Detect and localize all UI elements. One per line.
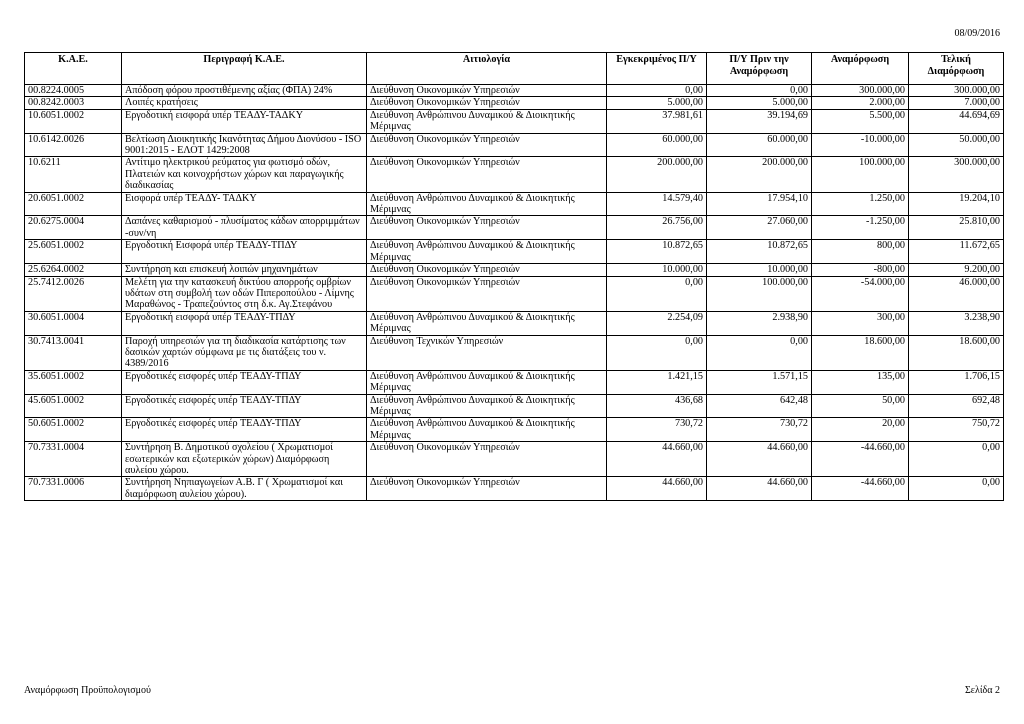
table-row <box>25 394 1004 418</box>
cell-approved: 14.579,40 <box>607 192 707 216</box>
cell-final: 300.000,00 <box>909 85 1004 97</box>
cell-before: 100.000,00 <box>707 276 812 311</box>
cell-adjustment: -800,00 <box>812 264 909 276</box>
budget-table <box>24 52 1004 501</box>
cell-approved: 60.000,00 <box>607 133 707 157</box>
page-number: Σελίδα 2 <box>964 685 1000 696</box>
cell-adjustment: -44.660,00 <box>812 477 909 501</box>
table-row <box>25 109 1004 133</box>
cell-approved: 730,72 <box>607 418 707 442</box>
table-row <box>25 216 1004 240</box>
cell-kae: 10.6211 <box>25 157 122 192</box>
cell-before: 60.000,00 <box>707 133 812 157</box>
cell-before: 17.954,10 <box>707 192 812 216</box>
table-row <box>25 264 1004 276</box>
cell-adjustment: 100.000,00 <box>812 157 909 192</box>
cell-final: 7.000,00 <box>909 97 1004 109</box>
cell-description: Απόδοση φόρου προστιθέμενης αξίας (ΦΠΑ) 24% <box>122 85 367 97</box>
cell-justification: Διεύθυνση Οικονομικών Υπηρεσιών <box>367 216 607 240</box>
cell-justification: Διεύθυνση Οικονομικών Υπηρεσιών <box>367 157 607 192</box>
cell-final: 1.706,15 <box>909 370 1004 394</box>
cell-approved: 37.981,61 <box>607 109 707 133</box>
cell-justification: Διεύθυνση Τεχνικών Υπηρεσιών <box>367 335 607 370</box>
cell-kae: 30.7413.0041 <box>25 335 122 370</box>
cell-description: Λοιπές κρατήσεις <box>122 97 367 109</box>
cell-before: 44.660,00 <box>707 477 812 501</box>
cell-description: Αντίτιμο ηλεκτρικού ρεύματος για φωτισμό οδών, Πλατειών και κοινοχρήστων χώρων και παραγωγικής διαδικασίας <box>122 157 367 192</box>
table-row <box>25 418 1004 442</box>
cell-before: 27.060,00 <box>707 216 812 240</box>
cell-final: 0,00 <box>909 442 1004 477</box>
cell-before: 10.000,00 <box>707 264 812 276</box>
cell-before: 642,48 <box>707 394 812 418</box>
col-header-approved: Εγκεκριμένος Π/Υ <box>607 53 707 85</box>
cell-kae: 70.7331.0006 <box>25 477 122 501</box>
cell-description: Εργοδοτική εισφορά υπέρ ΤΕΑΔΥ-ΤΠΔΥ <box>122 311 367 335</box>
cell-final: 9.200,00 <box>909 264 1004 276</box>
table-row <box>25 477 1004 501</box>
cell-description: Εργοδοτική εισφορά υπέρ ΤΕΑΔΥ-ΤΑΔΚΥ <box>122 109 367 133</box>
cell-adjustment: -1.250,00 <box>812 216 909 240</box>
cell-description: Εργοδοτικές εισφορές υπέρ ΤΕΑΔΥ-ΤΠΔΥ <box>122 370 367 394</box>
cell-adjustment: 2.000,00 <box>812 97 909 109</box>
col-header-before: Π/Υ Πριν την Αναμόρφωση <box>707 53 812 85</box>
table-row <box>25 85 1004 97</box>
cell-description: Μελέτη για την κατασκευή δικτύου απορροής ομβρίων υδάτων στη συμβολή των οδών Πιπεροπούλου - Λίμνης Μαραθώνος - Τραπεζούντος στη δ.κ. Αγ.Στεφάνου <box>122 276 367 311</box>
table-row <box>25 442 1004 477</box>
table-header-row <box>25 53 1004 85</box>
cell-kae: 30.6051.0004 <box>25 311 122 335</box>
cell-before: 44.660,00 <box>707 442 812 477</box>
cell-approved: 5.000,00 <box>607 97 707 109</box>
cell-justification: Διεύθυνση Οικονομικών Υπηρεσιών <box>367 264 607 276</box>
cell-before: 2.938,90 <box>707 311 812 335</box>
cell-final: 692,48 <box>909 394 1004 418</box>
cell-justification: Διεύθυνση Οικονομικών Υπηρεσιών <box>367 442 607 477</box>
col-header-justification: Αιτιολογία <box>367 53 607 85</box>
cell-final: 44.694,69 <box>909 109 1004 133</box>
cell-description: Συντήρηση Νηπιαγωγείων Α.Β. Γ ( Χρωματισμοί και διαμόρφωση αυλείου χώρου). <box>122 477 367 501</box>
cell-before: 0,00 <box>707 85 812 97</box>
footer-title: Αναμόρφωση Προϋπολογισμού <box>24 685 151 696</box>
cell-description: Βελτίωση Διοικητικής Ικανότητας Δήμου Διονύσου - ISO 9001:2015 - ΕΛΟΤ 1429:2008 <box>122 133 367 157</box>
cell-kae: 00.8224.0005 <box>25 85 122 97</box>
cell-justification: Διεύθυνση Οικονομικών Υπηρεσιών <box>367 133 607 157</box>
table-row <box>25 97 1004 109</box>
cell-adjustment: -44.660,00 <box>812 442 909 477</box>
cell-kae: 25.6051.0002 <box>25 240 122 264</box>
table-row <box>25 157 1004 192</box>
table-row <box>25 192 1004 216</box>
cell-justification: Διεύθυνση Οικονομικών Υπηρεσιών <box>367 477 607 501</box>
col-header-kae: Κ.Α.Ε. <box>25 53 122 85</box>
cell-before: 200.000,00 <box>707 157 812 192</box>
cell-description: Παροχή υπηρεσιών για τη διαδικασία κατάρτισης των δασικών χαρτών σύμφωνα με τις διατάξεις του ν. 4389/2016 <box>122 335 367 370</box>
cell-description: Εργοδοτικές εισφορές υπέρ ΤΕΑΔΥ-ΤΠΔΥ <box>122 394 367 418</box>
cell-description: Συντήρηση και επισκευή λοιπών μηχανημάτων <box>122 264 367 276</box>
cell-adjustment: 5.500,00 <box>812 109 909 133</box>
cell-justification: Διεύθυνση Οικονομικών Υπηρεσιών <box>367 276 607 311</box>
cell-approved: 0,00 <box>607 85 707 97</box>
cell-adjustment: -10.000,00 <box>812 133 909 157</box>
cell-approved: 200.000,00 <box>607 157 707 192</box>
cell-final: 3.238,90 <box>909 311 1004 335</box>
cell-adjustment: 50,00 <box>812 394 909 418</box>
cell-final: 19.204,10 <box>909 192 1004 216</box>
report-date: 08/09/2016 <box>954 28 1000 39</box>
table-row <box>25 240 1004 264</box>
cell-kae: 35.6051.0002 <box>25 370 122 394</box>
col-header-final: Τελική Διαμόρφωση <box>909 53 1004 85</box>
cell-adjustment: -54.000,00 <box>812 276 909 311</box>
cell-final: 11.672,65 <box>909 240 1004 264</box>
cell-approved: 44.660,00 <box>607 442 707 477</box>
cell-kae: 10.6142.0026 <box>25 133 122 157</box>
cell-justification: Διεύθυνση Οικονομικών Υπηρεσιών <box>367 85 607 97</box>
cell-before: 1.571,15 <box>707 370 812 394</box>
cell-final: 300.000,00 <box>909 157 1004 192</box>
cell-kae: 20.6051.0002 <box>25 192 122 216</box>
cell-approved: 26.756,00 <box>607 216 707 240</box>
cell-justification: Διεύθυνση Ανθρώπινου Δυναμικού & Διοικητικής Μέριμνας <box>367 240 607 264</box>
cell-before: 39.194,69 <box>707 109 812 133</box>
cell-description: Δαπάνες καθαρισμού - πλυσίματος κάδων απορριμμάτων -συν/νη <box>122 216 367 240</box>
cell-justification: Διεύθυνση Οικονομικών Υπηρεσιών <box>367 97 607 109</box>
cell-justification: Διεύθυνση Ανθρώπινου Δυναμικού & Διοικητικής Μέριμνας <box>367 311 607 335</box>
table-row <box>25 133 1004 157</box>
cell-approved: 44.660,00 <box>607 477 707 501</box>
cell-approved: 0,00 <box>607 335 707 370</box>
cell-approved: 0,00 <box>607 276 707 311</box>
cell-description: Συντήρηση Β. Δημοτικού σχολείου ( Χρωματισμοί εσωτερικών και εξωτερικών χώρων) Διαμόρφωση αυλείου χώρου. <box>122 442 367 477</box>
cell-final: 18.600,00 <box>909 335 1004 370</box>
cell-approved: 436,68 <box>607 394 707 418</box>
cell-adjustment: 300,00 <box>812 311 909 335</box>
cell-description: Εργοδοτικές εισφορές υπέρ ΤΕΑΔΥ-ΤΠΔΥ <box>122 418 367 442</box>
cell-description: Εισφορά υπέρ ΤΕΑΔΥ- ΤΑΔΚΥ <box>122 192 367 216</box>
cell-adjustment: 1.250,00 <box>812 192 909 216</box>
cell-final: 0,00 <box>909 477 1004 501</box>
cell-justification: Διεύθυνση Ανθρώπινου Δυναμικού & Διοικητικής Μέριμνας <box>367 192 607 216</box>
cell-before: 730,72 <box>707 418 812 442</box>
cell-before: 0,00 <box>707 335 812 370</box>
cell-justification: Διεύθυνση Ανθρώπινου Δυναμικού & Διοικητικής Μέριμνας <box>367 109 607 133</box>
cell-kae: 10.6051.0002 <box>25 109 122 133</box>
table-row <box>25 370 1004 394</box>
cell-kae: 20.6275.0004 <box>25 216 122 240</box>
table-row <box>25 335 1004 370</box>
cell-justification: Διεύθυνση Ανθρώπινου Δυναμικού & Διοικητικής Μέριμνας <box>367 394 607 418</box>
table-row <box>25 276 1004 311</box>
cell-approved: 10.872,65 <box>607 240 707 264</box>
table-row <box>25 311 1004 335</box>
cell-kae: 25.6264.0002 <box>25 264 122 276</box>
cell-adjustment: 300.000,00 <box>812 85 909 97</box>
cell-final: 50.000,00 <box>909 133 1004 157</box>
cell-kae: 25.7412.0026 <box>25 276 122 311</box>
cell-adjustment: 18.600,00 <box>812 335 909 370</box>
cell-final: 750,72 <box>909 418 1004 442</box>
col-header-adjustment: Αναμόρφωση <box>812 53 909 85</box>
cell-before: 5.000,00 <box>707 97 812 109</box>
cell-approved: 10.000,00 <box>607 264 707 276</box>
cell-justification: Διεύθυνση Ανθρώπινου Δυναμικού & Διοικητικής Μέριμνας <box>367 418 607 442</box>
cell-adjustment: 20,00 <box>812 418 909 442</box>
cell-final: 46.000,00 <box>909 276 1004 311</box>
cell-approved: 1.421,15 <box>607 370 707 394</box>
cell-final: 25.810,00 <box>909 216 1004 240</box>
cell-kae: 50.6051.0002 <box>25 418 122 442</box>
cell-adjustment: 800,00 <box>812 240 909 264</box>
cell-adjustment: 135,00 <box>812 370 909 394</box>
cell-description: Εργοδοτική Εισφορά υπέρ ΤΕΑΔΥ-ΤΠΔΥ <box>122 240 367 264</box>
cell-kae: 70.7331.0004 <box>25 442 122 477</box>
cell-justification: Διεύθυνση Ανθρώπινου Δυναμικού & Διοικητικής Μέριμνας <box>367 370 607 394</box>
cell-kae: 00.8242.0003 <box>25 97 122 109</box>
col-header-description: Περιγραφή Κ.Α.Ε. <box>122 53 367 85</box>
cell-approved: 2.254,09 <box>607 311 707 335</box>
cell-before: 10.872,65 <box>707 240 812 264</box>
cell-kae: 45.6051.0002 <box>25 394 122 418</box>
